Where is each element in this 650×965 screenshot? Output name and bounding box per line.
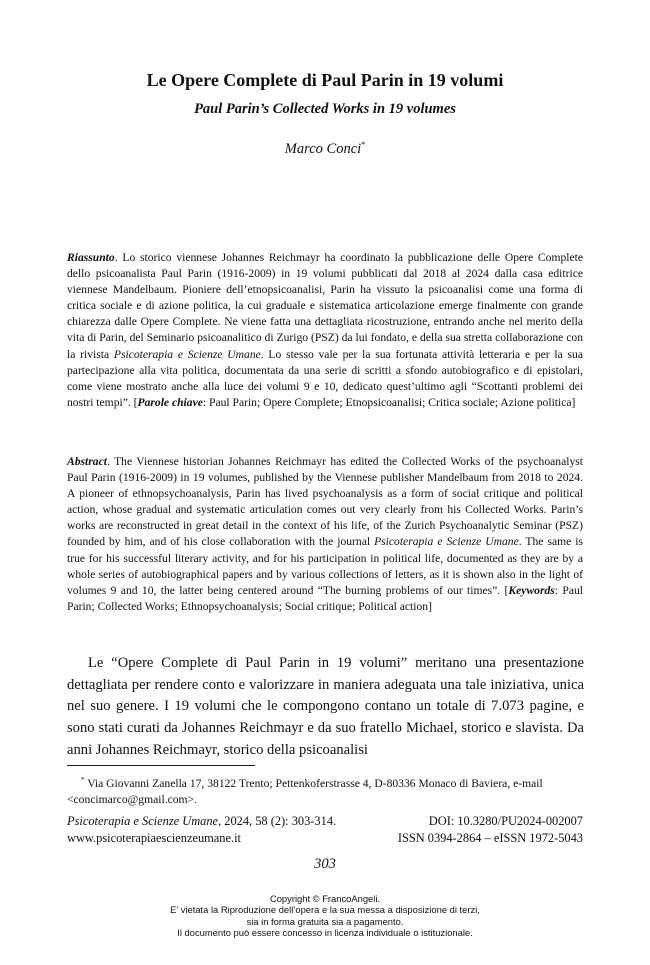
citation-issue: , 2024, 58 (2): 303-314.: [218, 814, 337, 828]
copyright-line-3: sia in forma gratuita sia a pagamento.: [246, 915, 404, 927]
citation-doi: DOI: 10.3280/PU2024-002007: [428, 814, 583, 828]
article-title: Le Opere Complete di Paul Parin in 19 volumi: [146, 70, 504, 90]
citation-row-1: [67, 814, 583, 829]
footnote-text: Via Giovanni Zanella 17, 38122 Trento; Pettenkoferstrasse 4, D-80336 Monaco di Baviera, e-mail <concimarco@gmail.com>.: [67, 776, 543, 806]
copyright-line-2: E’ vietata la Riproduzione dell’opera e la sua messa a disposizione di terzi,: [170, 904, 480, 916]
copyright-line-4: Il documento può essere concesso in licenza individuale o istituzionale.: [177, 927, 473, 939]
footnote-divider: [67, 765, 255, 766]
abstract-en-keywords-label: Keywords: [508, 583, 555, 597]
copyright-notice: [0, 893, 650, 939]
abstract-it-lead: Riassunto: [67, 251, 115, 264]
abstract-en-text-1: . The Viennese historian Johannes Reichmayr has edited the Collected Works of the psychoanalyst Paul Parin (1916-2009) in 19 volumes, published by the Viennese publisher Mandelbaum from 2018 to 2024. A pioneer of ethnopsychoanalysis, Parin has lived psychoanalysis as a form of social critique and political action, whose gradual and systematic articulation comes out very clearly from his Collected Works. Parin’s works are reconstructed in great detail in the context of his life, of the Zurich Psychoanalytic Seminar (PSZ) founded by him, and of his close collaboration with the journal: [67, 455, 583, 549]
abstract-it-text-1: . Lo storico viennese Johannes Reichmayr ha coordinato la pubblicazione delle Opere Complete dello psicoanalista Paul Parin (1916-2009) in 19 volumi pubblicati dal 2018 al 2024 dalla casa editrice viennese Mandelbaum. Pioniere dell’etnopsicoanalisi, Parin ha vissuto la psicoanalisi come una forma di critica sociale e di azione politica, la cui graduale e sistematica articolazione emerge finalmente con grande chiarezza dalle Opere Complete. Ne viene fatta una dettagliata ricostruzione, entrando anche nel merito della vita di Parin, del Seminario psicoanalitico di Zurigo (PSZ) da lui fondato, e della sua stretta collaborazione con la rivista: [67, 251, 583, 361]
footnote-mark: *: [81, 776, 85, 784]
abstract-en-lead: Abstract: [67, 455, 107, 468]
abstract-it-keywords: : Paul Parin; Opere Complete; Etnopsicoanalisi; Critica sociale; Azione politica]: [202, 395, 576, 409]
abstract-en-keywords: : Paul Parin; Collected Works; Ethnopsychoanalysis; Social critique; Political action]: [67, 583, 583, 613]
citation-issn: ISSN 0394-2864 – eISSN 1972-5043: [397, 831, 583, 845]
citation-journal: Psicoterapia e Scienze Umane: [67, 814, 219, 828]
author-line: [0, 140, 650, 158]
copyright-line-1: Copyright © FrancoAngeli.: [269, 893, 381, 904]
author-name: Marco Conci: [284, 140, 362, 157]
body-paragraph: Le “Opere Complete di Paul Parin in 19 volumi” meritano una presentazione dettagliata per rendere conto e valorizzare in maniera adeguata una tale iniziativa, unica nel suo genere. I 19 volumi che le compongono contano un totale di 7.073 pagine, e sono stati curati da Johannes Reichmayr e da suo fratello Michael, storico e slavista. Da anni Johannes Reichmayr, storico della psicoanalisi: [67, 655, 584, 758]
citation-website[interactable]: www.psicoterapiaescienzeumane.it: [67, 831, 241, 845]
abstract-it-journal: Psicoterapia e Scienze Umane: [113, 347, 261, 361]
article-subtitle: Paul Parin’s Collected Works in 19 volumes: [194, 101, 456, 117]
page-number: 303: [314, 856, 336, 872]
author-footnote-mark: *: [361, 140, 366, 149]
abstract-it-text-2: . Lo stesso vale per la sua fortunata attività letteraria e per la sua partecipazione alla vita politica, documentata da una serie di scritti a sfondo autobiografico e di epistolari, come viene mostrato anche alla luce dei volumi 9 e 10, dedicato quest’ultimo agli “Scottanti problemi dei nostri tempi”. [: [67, 347, 583, 409]
abstract-en-text-2: . The same is true for his successful literary activity, and for his participation in political life, documented as they are by a whole series of autobiographical papers and by various collections of letters, as it is shown also in the light of volumes 9 and 10, the latter being centered around “The burning problems of our times”. [: [67, 535, 584, 597]
abstract-italian: [67, 250, 583, 411]
citation-journal-issue: [67, 814, 336, 829]
abstract-english: [67, 454, 583, 615]
abstract-en-journal: Psicoterapia e Scienze Umane: [374, 535, 519, 549]
abstract-it-keywords-label: Parole chiave: [137, 395, 203, 409]
citation-row-2: [67, 831, 583, 846]
author-footnote: [67, 772, 583, 808]
